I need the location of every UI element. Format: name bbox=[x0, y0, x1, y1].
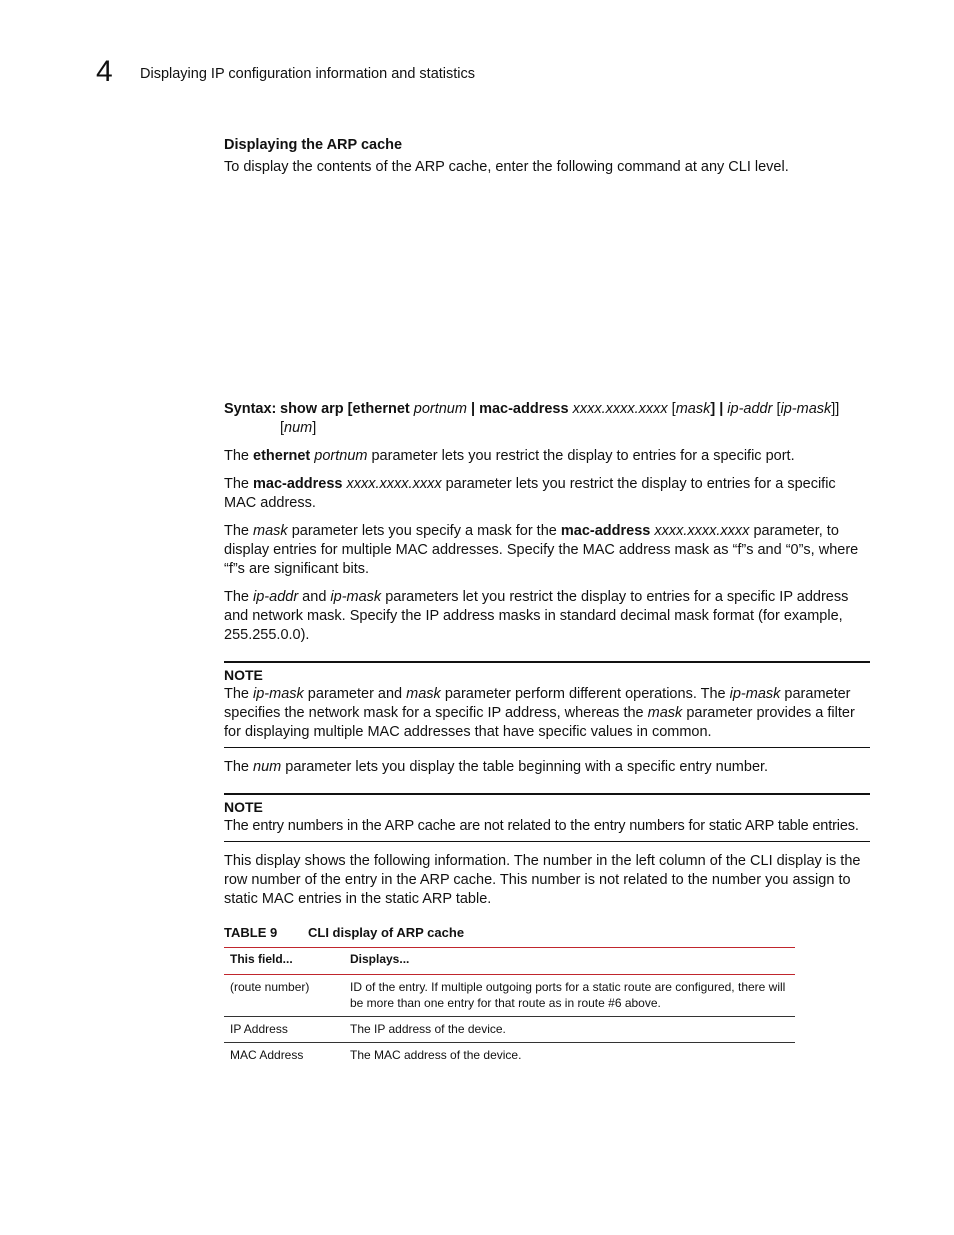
table-title: CLI display of ARP cache bbox=[308, 925, 465, 940]
para-ethernet: The ethernet portnum parameter lets you restrict the display to entries for a specific port. bbox=[224, 448, 795, 464]
syntax-ipmask: ip-mask bbox=[780, 401, 832, 417]
para-ip-addr: The ip-addr and ip-mask parameters let you restrict the display to entries for a specific IP address and network mask. Specify the IP address masks in standard decimal mask format (for example, 255.255.0.0). bbox=[224, 589, 849, 643]
syntax-num: num bbox=[284, 420, 313, 436]
syntax-portnum: portnum bbox=[413, 401, 467, 417]
arp-cache-table bbox=[224, 947, 795, 1068]
table-cell: MAC Address bbox=[230, 1048, 304, 1062]
table-header-row bbox=[224, 948, 795, 975]
note-text: The entry numbers in the ARP cache are not related to the entry numbers for static ARP table entries. bbox=[224, 818, 859, 834]
syntax-br5: [ bbox=[280, 420, 285, 436]
syntax-mac-keyword: | mac-address bbox=[466, 401, 573, 417]
para-display-info: This display shows the following information. The number in the left column of the CLI display is the row number of the entry in the ARP cache. This number is not related to the number you assign to static MAC entries in the static ARP table. bbox=[224, 853, 861, 907]
note-heading: NOTE bbox=[224, 799, 263, 815]
section-heading: Displaying the ARP cache bbox=[224, 137, 403, 153]
syntax-br2: ] | bbox=[710, 401, 728, 417]
table-cell: The IP address of the device. bbox=[344, 1017, 795, 1043]
note-ip-mask bbox=[224, 661, 870, 748]
para-num: The num parameter lets you display the table beginning with a specific entry number. bbox=[224, 759, 769, 775]
table-header: Displays... bbox=[344, 948, 795, 975]
chapter-number: 4 bbox=[96, 55, 113, 88]
table-row bbox=[224, 975, 795, 1017]
syntax-block bbox=[224, 400, 870, 438]
table-row bbox=[224, 1043, 795, 1069]
chapter-title: Displaying IP configuration information and statistics bbox=[140, 66, 476, 82]
syntax-br4: ]] bbox=[831, 401, 840, 417]
syntax-br6: ] bbox=[312, 420, 317, 436]
command-output-area bbox=[224, 177, 870, 400]
table-label: TABLE 9 bbox=[224, 925, 278, 940]
para-mac-address: The mac-address xxxx.xxxx.xxxx parameter lets you restrict the display to entries for a specific MAC address. bbox=[224, 476, 836, 511]
syntax-mac: xxxx.xxxx.xxxx bbox=[572, 401, 668, 417]
syntax-mask: mask bbox=[675, 401, 711, 417]
table-cell: ID of the entry. If multiple outgoing ports for a static route are configured, there will be more than one entry for that route as in route #6 above. bbox=[344, 975, 795, 1017]
syntax-label: Syntax: bbox=[224, 401, 277, 417]
syntax-cmd: show arp [ethernet bbox=[280, 401, 414, 417]
syntax-br1: [ bbox=[667, 401, 676, 417]
table-cell: IP Address bbox=[224, 1017, 344, 1043]
note-text: The ip-mask parameter and mask parameter perform different operations. The ip-mask parameter specifies the network mask for a specific IP address, whereas the mask parameter provides a filter for displaying multiple MAC addresses that have specific values in common. bbox=[224, 686, 855, 740]
section-intro: To display the contents of the ARP cache, enter the following command at any CLI level. bbox=[224, 159, 789, 175]
syntax-ipaddr: ip-addr bbox=[727, 401, 773, 417]
table-caption bbox=[224, 923, 870, 942]
table-row bbox=[224, 1017, 795, 1043]
note-heading: NOTE bbox=[224, 667, 263, 683]
note-entry-numbers bbox=[224, 793, 870, 842]
syntax-br3: [ bbox=[772, 401, 781, 417]
table-header: This field... bbox=[224, 948, 344, 975]
page-content bbox=[224, 136, 870, 1068]
para-mask: The mask parameter lets you specify a mask for the mac-address xxxx.xxxx.xxxx parameter, to display entries for multiple MAC addresses. Specify the MAC address mask as “f”s and “0”s, where “f”s are significant bits. bbox=[224, 523, 859, 577]
table-cell: The MAC address of the device. bbox=[350, 1048, 522, 1062]
table-cell: (route number) bbox=[224, 975, 344, 1017]
